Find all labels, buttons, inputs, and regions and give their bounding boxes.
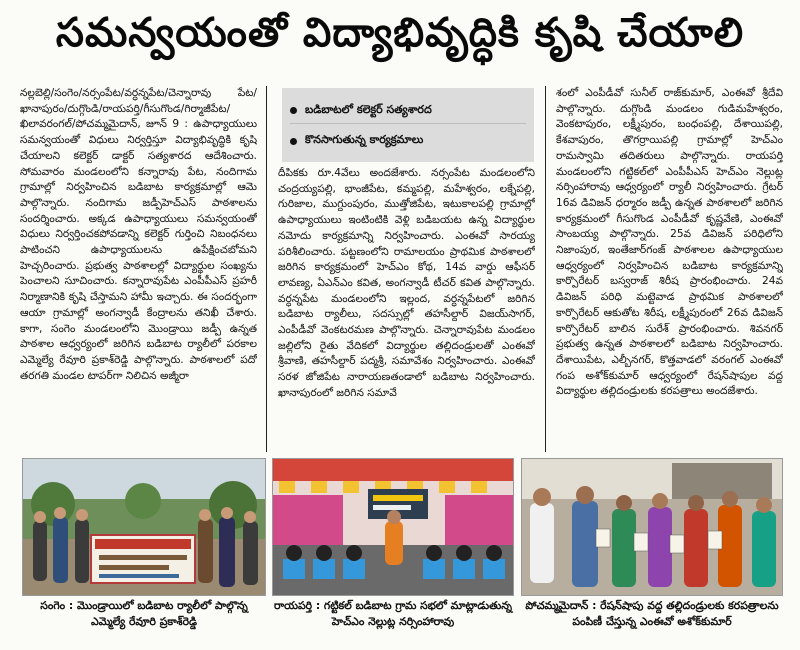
- highlight-label: కొనసాగుతున్న కార్యక్రమాలు: [305, 133, 424, 146]
- rally-photo: [22, 458, 266, 596]
- meeting-photo-image: [273, 459, 514, 596]
- column-text: నల్లబెల్లి/సంగెం/నర్సంపేట/వర్ధన్నపేట/చెన్నారావు పేట/ఖానాపురం/దుగ్గొండి/రాయపర్తి/గీసుగొండ/గిర్మాజీపేట/ఖిలావరంగల్/పోచమ్మమైదాన్, జూన్ 9 : ఉపాధ్యాయులు సమన్వయంతో విధులు నిర్వర్తిస్తూ విద్యాభివృద్ధికి కృషి చేయాలని కలెక్టర్ డాక్టర్ సత్యశారద ఆదేశించారు. సోమవారం మండలంలోని కన్నారావు పేట, నందిగామ గ్రామాల్లో నిర్వహించిన బడిబాట కార్యక్రమాల్లో ఆమె పాల్గొన్నారు. నందిగామ జడ్పీహెచ్ఎస్ పాఠశాలను సందర్శించారు. అక్కడ ఉపాధ్యాయులు సమన్వయంతో విధులు నిర్వర్తించకపోవడాన్ని కలెక్టర్ గుర్తించి నిబంధనలు పాటించని ఉపాధ్యాయులను ఉపేక్షించబోమని హెచ్చరించారు. ప్రభుత్వ పాఠశాలల్లో విద్యార్థుల సంఖ్యను పెంచాలని సూచించారు. కన్నారావుపేట ఎంపీపీఎస్ ప్రహరీ నిర్మాణానికి కృషి చేస్తామని హామీ ఇచ్చారు. ఈ సందర్భంగా ఆయా గ్రామాల్లో అంగన్వాడీ కేంద్రాలను తనిఖీ చేశారు. కాగా, సంగెం మండలంలోని మొండ్రాయి జడ్పీ ఉన్నత పాఠశాల ఆధ్వర్యంలో జరిగిన బడిబాట ర్యాలీలో పరకాల ఎమ్మెల్యే రేవూరి ప్రకాశ్‌రెడ్డి పాల్గొన్నారు. పాఠశాలలో పదో తరగతి మండల టాపర్‌గా నిలిచిన అజ్మీరా: [20, 87, 257, 382]
- ration-shop-photo: [521, 458, 783, 596]
- highlight-label: బడిబాటలో కలెక్టర్ సత్యశారద: [305, 102, 432, 116]
- article-column-2: [278, 166, 535, 453]
- highlights-box: [282, 88, 534, 162]
- photo-caption: పోచమ్మమైదాన్ : రేషన్‌షాపు వద్ద తల్లిదండ్రులకు కరపత్రాలను పంపిణీ చేస్తున్న ఎంఈవో అశోక్‌కుమార్: [525, 599, 779, 628]
- photo-caption: రాయపర్తి : గట్టికల్ బడిబాట గ్రామ సభలో మాట్లాడుతున్న హెచ్ఎం నెల్లుట్ల నర్సింహారావు: [273, 599, 513, 628]
- column-text: శంలో ఎంపీడీవో సునీల్ రాజ్‌కుమార్, ఎంఈవో శ్రీదేవి పాల్గొన్నారు. దుగ్గొండి మండలం గుడిమహేశ్వరం, వెంకటాపురం, లక్ష్మీపురం, బంధంపల్లి, దేశాయిపల్లి, కేశవాపురం, తొగర్రాయిపల్లి గ్రామాల్లో హెచ్ఎం రామస్వామి తదితరులు పాల్గొన్నారు. రాయపర్తి మండలంలోని గట్టికల్‌లో ఎంపీపీఎస్ హెచ్ఎం నెల్లుట్ల నర్సింహారావు ఆధ్వర్యంలో ర్యాలీ నిర్వహించారు. గ్రేటర్ 16వ డివిజన్ ధర్మారం జడ్పీ ఉన్నత పాఠశాలలో జరిగిన కార్యక్రమంలో గీసుగొండ ఎంపీడీవో కృష్ణవేణి, ఎంఈవో సాంబయ్య పాల్గొన్నారు. 25వ డివిజన్ పరిధిలోని నిజాంపుర, ఇంతేజార్‌గంజ్ పాఠశాలల ఉపాధ్యాయుల ఆధ్వర్యంలో నిర్వహించిన బడిబాట కార్యక్రమాన్ని కార్పొరేటర్ బస్వరాజ్ శిరీష ప్రారంభించారు. 24వ డివిజన్ పరిధి మట్టెవాడ ప్రాథమిక పాఠశాలలో కార్పొరేటర్ ఆకుతోట శిరీష, లక్ష్మీపురంలో 26వ డివిజన్ కార్పొరేటర్ బాలిన సురేశ్ ప్రారంభించారు. శివనగర్ ప్రభుత్వ ఉన్నత పాఠశాలలో బడిబాట నిర్వహించారు. దేశాయిపేట, ఎల్బీనగర్, కొత్తవాడలో వరంగల్ ఎంఈవో గంప అశోక్‌కుమార్ ఆధ్వర్యంలో రేషన్‌షాపుల వద్ద విద్యార్థుల తల్లిదండ్రులకు కరపత్రాలు అందజేశారు.: [556, 87, 783, 398]
- article-column-1: [20, 86, 257, 451]
- ration-shop-photo-image: [522, 459, 783, 596]
- highlight-item: [290, 128, 526, 154]
- bullet-icon: [290, 138, 297, 145]
- photo-caption: సంగెం : మొండ్రాయిలో బడిబాట ర్యాలీలో పాల్గొన్న ఎమ్మెల్యే రేవూరి ప్రకాశ్‌రెడ్డి: [40, 599, 248, 628]
- headline: సమన్వయంతో విద్యాభివృద్ధికి కృషి చేయాలి: [55, 10, 745, 56]
- bullet-icon: [290, 107, 297, 114]
- column-divider: [545, 86, 546, 452]
- column-text: దీపికకు రూ.4వేలు అందజేశారు. నర్సంపేట మండలంలోని చంద్రయ్యపల్లి, భాంజీపేట, కమ్మపల్లి, మహేశ్వరం, లక్నేపల్లి, గురిజాల, ముగ్దుంపురం, ముత్తోజిపేట, ఇటుకాలపల్లి గ్రామాల్లో ఉపాధ్యాయులు ఇంటింటికి వెళ్లి బడిబయట ఉన్న విద్యార్థుల నమోదు కార్యక్రమాన్ని నిర్వహించారు. ఎంఈవో సారయ్య పరిశీలించారు. పట్టణంలోని రామాలయం ప్రాథమిక పాఠశాలలో జరిగిన కార్యక్రమంలో హెచ్ఎం కోథ, 14వ వార్డు ఆఫీసర్ లావణ్య, ఏఎన్ఎం కవిత, అంగన్వాడీ టీచర్ కవిత పాల్గొన్నారు. వర్ధన్నపేట మండలంలోని ఇల్లంద, వర్ధన్నపేటలో జరిగిన బడిబాట ర్యాలీలు, సదస్సుల్లో తహసీల్దార్ విజయ్‌సాగర్, ఎంపీడీవో వెంకటరమణ పాల్గొన్నారు. చెన్నారావుపేట మండలం జల్లిలోని రైతు వేదికలో విద్యార్థుల తల్లిదండ్రులతో ఎంఈవో శ్రీవాణి, తహసీల్దార్ పద్మశ్రీ, సమావేశం నిర్వహించారు. ఎంఈవో సరళ జోజిపేట నారాయణతండాలో బడిబాట నిర్వహించారు. ఖానాపురంలో జరిగిన సమావే: [278, 167, 535, 399]
- meeting-photo: [272, 458, 514, 596]
- article-column-3: [556, 86, 783, 451]
- rally-photo-image: [23, 459, 266, 596]
- highlight-item: [290, 98, 526, 124]
- column-divider: [266, 86, 267, 452]
